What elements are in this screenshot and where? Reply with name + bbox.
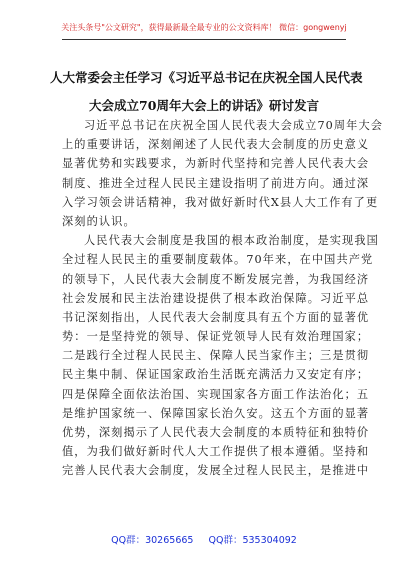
body-line: 社会发展和民主法治建设提供了根本政治保障。习近平总 [62,291,370,305]
footer-qq-groups [0,532,408,546]
qq-group-1: QQ群：30265665 [111,535,194,546]
body-line: 完善人民代表大会制度，发展全过程人民民主，是推进中 [62,464,370,478]
title-line-2: 大会成立70周年大会上的讲话》研讨发言 [89,98,319,113]
document-title [50,64,363,120]
body-line: 深刻的认识。 [62,214,136,228]
qq-group-2: QQ群：535304092 [208,535,297,546]
header-divider [62,39,346,40]
title-line-1: 人大常委会主任学习《习近平总书记在庆祝全国人民代表 [50,70,363,85]
body-line: 二是践行全过程人民民主、保障人民当家作主；三是贯彻 [62,349,370,363]
body-line: 习近平总书记在庆祝全国人民代表大会成立70周年大会 [84,119,384,132]
body-line: 民主集中制、保证国家政治生活既充满活力又安定有序； [62,368,370,382]
header-banner: 关注头条号"公文研究"，获得最新最全最专业的公文资料库！ 微信：gongwenyj [61,23,347,32]
body-line: 值，为我们做好新时代人大工作提供了根本遵循。坚持和 [62,445,370,459]
body-line: 入学习领会讲话精神，我对做好新时代X县人大工作有了更 [62,195,379,209]
body-line: 是维护国家统一、保障国家长治久安。这五个方面的显著 [62,406,370,420]
document-body [62,116,384,481]
body-line: 势：一是坚持党的领导、保证党领导人民有效治理国家； [62,330,370,344]
body-line: 显著优势和实践要求，为新时代坚持和完善人民代表大会 [62,157,370,171]
body-line: 人民代表大会制度是我国的根本政治制度，是实现我国 [84,234,379,248]
body-line: 制度、推进全过程人民民主建设指明了前进方向。通过深 [62,176,370,190]
body-line: 的领导下，人民代表大会制度不断发展完善，为我国经济 [62,272,370,286]
body-line: 上的重要讲话，深刻阐述了人民代表大会制度的历史意义 [62,138,370,152]
body-line: 书记深刻指出，人民代表大会制度具有五个方面的显著优 [62,310,370,324]
body-line: 四是保障全面依法治国、实现国家各方面工作法治化；五 [62,387,370,401]
body-line: 全过程人民民主的重要制度载体。70年来，在中国共产党 [62,253,374,267]
body-line: 优势，深刻揭示了人民代表大会制度的本质特征和独特价 [62,426,370,439]
